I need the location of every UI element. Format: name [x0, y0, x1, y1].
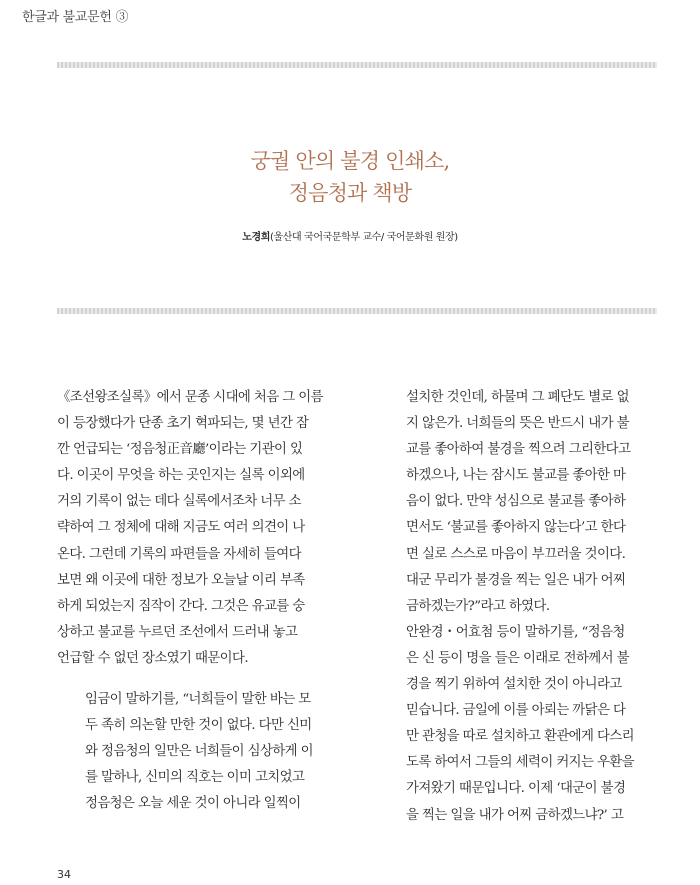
- quote-block: [57, 687, 347, 817]
- text-line: 안완경・어효첨 등이 말하기를, “정음청: [406, 624, 625, 640]
- title-line-1: 궁궐 안의 불경 인쇄소,: [250, 149, 450, 173]
- left-column: [57, 385, 347, 818]
- page-number: 34: [57, 868, 71, 881]
- quote-line: 와 정음청의 일만은 너희들이 심상하게 이: [85, 744, 313, 760]
- quote-line: 임금이 말하기를, “너희들이 말한 바는 모: [85, 692, 311, 708]
- paragraph-1: [57, 385, 347, 672]
- author-affiliation: (울산대 국어국문학부 교수/ 국어문화원 원장): [270, 232, 458, 243]
- article-title: [0, 145, 700, 209]
- text-line: 《조선왕조실록》에서 문종 시대에 처음 그 이름: [57, 390, 323, 405]
- text-line: 만 관청을 따로 설치하고 환관에게 다스리: [406, 729, 634, 745]
- text-line: 하겠으나, 나는 잠시도 불교를 좋아한 마: [406, 468, 626, 484]
- quote-line: 두 족히 의논할 만한 것이 없다. 다만 신미: [85, 718, 312, 734]
- text-line: 을 찍는 일을 내가 어찌 금하겠느냐?’ 고: [406, 807, 624, 823]
- text-line: 지 않은가. 너희들의 뜻은 반드시 내가 불: [406, 416, 629, 432]
- bottom-divider: [57, 308, 657, 314]
- text-line: 가져왔기 때문입니다. 이제 ‘대군이 불경: [406, 781, 626, 797]
- text-line: 대군 무리가 불경을 찍는 일은 내가 어찌: [406, 572, 626, 588]
- text-line: 면서도 ‘불교를 좋아하지 않는다’고 한다: [406, 520, 626, 536]
- running-head: 한글과 불교문헌 ③: [22, 10, 129, 25]
- right-column: [406, 385, 662, 829]
- text-line: 략하여 그 정체에 대해 지금도 여러 의견이 나: [57, 520, 305, 536]
- text-line: 설치한 것인데, 하물며 그 폐단도 별로 없: [406, 390, 629, 405]
- text-line: 상하고 불교를 누르던 조선에서 드러내 놓고: [57, 624, 298, 640]
- text-line: 면 실로 스스로 마음이 부끄러울 것이다.: [406, 546, 626, 562]
- text-line: 경을 찍기 위하여 설치한 것이 아니라고: [406, 677, 622, 693]
- text-line: 온다. 그런데 기록의 파편들을 자세히 들여다: [57, 546, 301, 562]
- text-line: 보면 왜 이곳에 대한 정보가 오늘날 이리 부족: [57, 572, 305, 588]
- byline: [0, 228, 700, 243]
- text-line: 은 신 등이 명을 들은 이래로 전하께서 불: [406, 650, 629, 666]
- text-line: 음이 없다. 만약 성심으로 불교를 좋아하: [406, 494, 626, 510]
- text-line: 믿습니다. 금일에 이를 아뢰는 까닭은 다: [406, 703, 626, 719]
- text-line: 도록 하여서 그들의 세력이 커지는 우환을: [406, 755, 634, 771]
- text-line: 이 등장했다가 단종 초기 혁파되는, 몇 년간 잠: [57, 416, 309, 432]
- quote-line: 정음청은 오늘 세운 것이 아니라 일찍이: [85, 796, 301, 812]
- top-divider: [57, 62, 657, 68]
- text-line: 깐 언급되는 ‘정음청正音廳’이라는 기관이 있: [57, 442, 303, 458]
- quote-line: 를 말하나, 신미의 직호는 이미 고치었고: [85, 770, 305, 786]
- text-line: 언급할 수 없던 장소였기 때문이다.: [57, 650, 248, 666]
- text-line: 교를 좋아하여 불경을 찍으려 그리한다고: [406, 442, 631, 458]
- text-line: 하게 되었는지 짐작이 간다. 그것은 유교를 숭: [57, 598, 305, 614]
- text-line: 다. 이곳이 무엇을 하는 곳인지는 실록 이외에: [57, 468, 305, 484]
- text-line: 금하겠는가?”라고 하였다.: [406, 598, 550, 614]
- title-line-2: 정음청과 책방: [288, 181, 412, 205]
- text-line: 거의 기록이 없는 데다 실록에서조차 너무 소: [57, 494, 301, 510]
- author-name: 노경희: [242, 232, 270, 243]
